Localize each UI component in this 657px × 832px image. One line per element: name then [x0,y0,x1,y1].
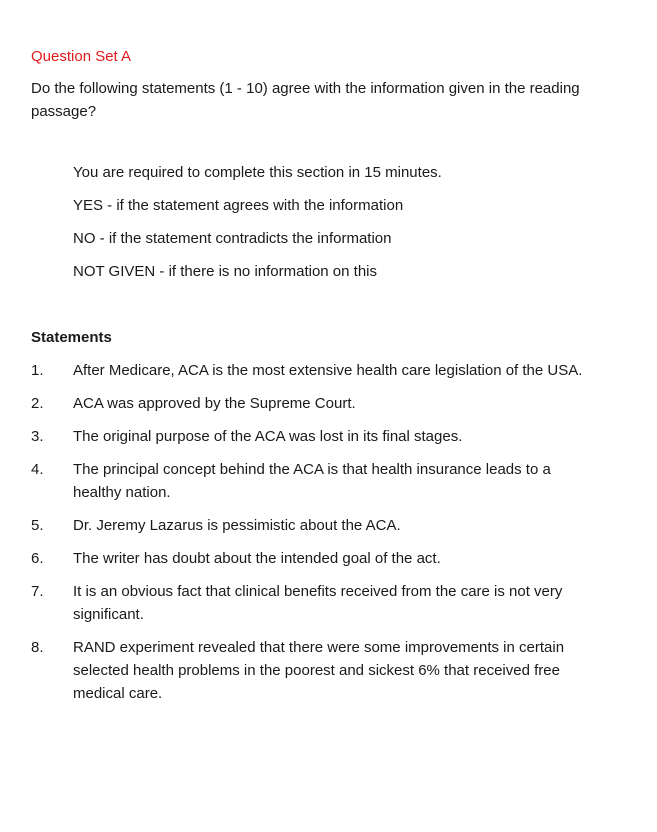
statement-number: 8. [31,639,44,656]
question-set-title: Question Set A [31,48,132,65]
statement-item [31,580,601,626]
statement-number: 2. [31,395,44,412]
intro-paragraph: Do the following statements (1 - 10) agree with the information given in the reading passage? [31,80,580,120]
statement-item [31,458,601,504]
statement-text: It is an obvious fact that clinical benefits received from the care is not very significant. [73,583,563,623]
statement-number: 7. [31,583,44,600]
statements-heading: Statements [31,329,112,346]
statement-item [31,425,601,448]
statement-item [31,547,601,570]
statement-item [31,359,601,382]
statement-item [31,514,601,537]
statement-text: Dr. Jeremy Lazarus is pessimistic about the ACA. [73,517,401,534]
statement-number: 1. [31,362,44,379]
statement-number: 5. [31,517,44,534]
statement-item [31,636,601,705]
instructions-block [73,161,633,293]
instruction-time-limit: You are required to complete this section in 15 minutes. [73,164,442,181]
statement-text: The original purpose of the ACA was lost in its final stages. [73,428,463,445]
statement-item [31,392,601,415]
statement-text: The principal concept behind the ACA is that health insurance leads to a healthy nation. [73,461,551,501]
statement-number: 6. [31,550,44,567]
instruction-not-given: NOT GIVEN - if there is no information on this [73,263,378,280]
instruction-yes: YES - if the statement agrees with the information [73,197,404,214]
statement-list [31,359,601,715]
statement-text: ACA was approved by the Supreme Court. [73,395,356,412]
statement-text: After Medicare, ACA is the most extensive health care legislation of the USA. [73,362,583,379]
statement-number: 4. [31,461,44,478]
statement-number: 3. [31,428,44,445]
instruction-no: NO - if the statement contradicts the information [73,230,392,247]
statement-text: RAND experiment revealed that there were some improvements in certain selected health problems in the poorest and sickest 6% that received free medical care. [73,639,565,702]
statement-text: The writer has doubt about the intended goal of the act. [73,550,441,567]
